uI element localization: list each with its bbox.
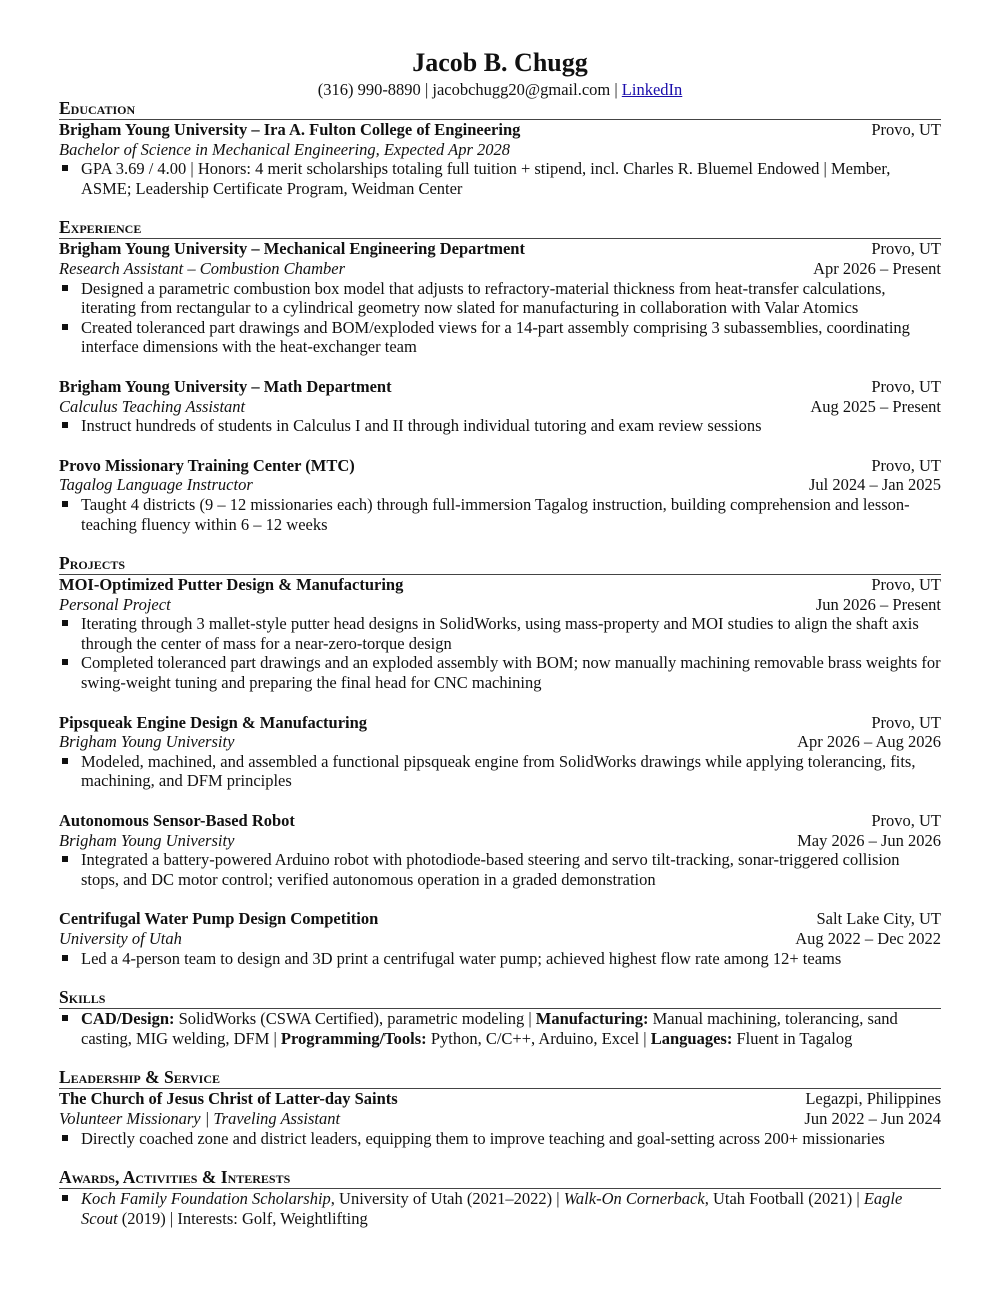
entry-dates: Apr 2026 – Present [813,258,941,278]
awards-heading: Awards, Activities & Interests [59,1168,941,1189]
award-text: , University of Utah (2021–2022) | [330,1189,564,1209]
entry-dates: Apr 2026 – Aug 2026 [797,732,941,752]
skills-heading: Skills [59,988,941,1009]
entry-dates: May 2026 – Jun 2026 [797,830,941,850]
entry-location: Provo, UT [871,811,941,831]
skills-bullets [59,1009,941,1048]
entry-header-row [59,377,941,397]
bullet-item: Taught 4 districts (9 – 12 missionaries each) through full-immersion Tagalog instruction, building comprehension and lesson-teaching fluency within 6 – 12 weeks [59,495,941,534]
entry-location: Provo, UT [871,376,941,396]
awards-bullets [59,1189,941,1228]
entry-org: Brigham Young University – Mechanical Engineering Department [59,239,525,259]
bullet-item: Iterating through 3 mallet-style putter head designs in SolidWorks, using mass-property and MOI studies to align the shaft axis through the center of mass for a near-zero-torque design [59,614,941,653]
entry-header-row [59,713,941,733]
entry-role-row [59,475,941,495]
entry-bullets [59,1129,941,1149]
email-address: jacobchugg20@gmail.com [432,80,611,99]
entry-dates: Jun 2026 – Present [815,594,941,614]
entry-org: Autonomous Sensor-Based Robot [59,811,295,831]
entry-bullets [59,949,941,969]
entry-role: Brigham Young University [59,732,235,752]
entry-role: Personal Project [59,594,171,614]
entry-header-row [59,811,941,831]
entry-location: Provo, UT [871,575,941,595]
degree: Bachelor of Science in Mechanical Engineering, Expected Apr 2028 [59,139,511,159]
entry-bullets [59,850,941,889]
skill-label-languages: Languages: [650,1028,733,1048]
entry-dates: Aug 2022 – Dec 2022 [795,929,941,948]
entry-role-row [59,1109,941,1129]
education-heading: Education [59,99,941,120]
bullet-item: Directly coached zone and district leaders, equipping them to improve teaching and goal-setting across 200+ missionaries [59,1129,941,1149]
entry-org: Provo Missionary Training Center (MTC) [59,455,355,475]
entry-location: Provo, UT [871,712,941,732]
bullet-item: Integrated a battery-powered Arduino robot with photodiode-based steering and servo tilt-tracking, sonar-triggered collision stops, and DC motor control; verified autonomous operation in a graded demonstration [59,850,941,889]
education-header-row [59,120,941,140]
candidate-name: Jacob B. Chugg [412,48,588,77]
bullet-item: Led a 4-person team to design and 3D print a centrifugal water pump; achieved highest flow rate among 12+ teams [59,949,941,969]
entry-bullets [59,416,941,436]
award-title: Eagle Scout [81,1189,903,1228]
entry-header-row [59,456,941,476]
entry-org: MOI-Optimized Putter Design & Manufacturing [59,575,404,595]
award-text: , Utah Football (2021) | [704,1189,864,1209]
skill-label-cad: CAD/Design: [81,1009,175,1029]
entry-role: Brigham Young University [59,830,235,850]
project-entry [59,713,941,791]
entry-role-row [59,732,941,752]
skill-label-programming: Programming/Tools: [280,1028,427,1048]
entry-org: Centrifugal Water Pump Design Competition [59,909,379,929]
entry-role-row [59,831,941,851]
entry-header-row [59,239,941,259]
entry-dates: Jul 2024 – Jan 2025 [809,475,941,495]
project-entry [59,575,941,693]
education-section [59,120,941,198]
entry-role-row [59,259,941,279]
skill-text-manufacturing: Manual machining, tolerancing, sand casting, MIG welding, DFM | [81,1009,898,1048]
entry-role: Volunteer Missionary | Traveling Assistant [59,1108,341,1128]
entry-location: Provo, UT [871,239,941,259]
experience-entry [59,239,941,357]
leadership-heading: Leadership & Service [59,1068,941,1089]
entry-dates: Jun 2022 – Jun 2024 [804,1108,941,1128]
bullet-item: Created toleranced part drawings and BOM/exploded views for a 14-part assembly comprising 3 subassemblies, coordinating interface dimensions with the heat-exchanger team [59,318,941,357]
contact-line [59,80,941,99]
entry-role-row [59,929,941,949]
entry-role-row [59,397,941,417]
skill-text-cad: SolidWorks (CSWA Certified), parametric modeling | [174,1009,536,1029]
contact-separator: | [420,80,433,99]
entry-role: Tagalog Language Instructor [59,475,253,495]
bullet-item: Modeled, machined, and assembled a functional pipsqueak engine from SolidWorks drawings while applying tolerancing, fits, machining, and DFM principles [59,752,941,791]
entry-location: Provo, UT [871,455,941,475]
entry-header-row [59,1089,941,1109]
entry-location: Legazpi, Philippines [805,1089,941,1109]
entry-role-row [59,595,941,615]
project-entry [59,909,941,968]
entry-bullets [59,495,941,534]
entry-role: University of Utah [59,929,182,948]
school-location: Provo, UT [871,120,941,139]
entry-role: Calculus Teaching Assistant [59,396,246,416]
skill-label-manufacturing: Manufacturing: [535,1009,649,1029]
projects-heading: Projects [59,554,941,575]
entry-role: Research Assistant – Combustion Chamber [59,258,346,278]
award-title: Koch Family Foundation Scholarship [81,1189,331,1209]
skills-item [59,1009,941,1048]
leadership-entry [59,1089,941,1148]
award-text: (2019) | Interests: Golf, Weightlifting [117,1208,368,1228]
entry-dates: Aug 2025 – Present [810,396,941,416]
entry-bullets [59,279,941,357]
bullet-item: GPA 3.69 / 4.00 | Honors: 4 merit scholarships totaling full tuition + stipend, incl. Charles R. Bluemel Endowed | Member, ASME; Leadership Certificate Program, Weidman Center [59,159,941,198]
experience-entry [59,377,941,436]
education-bullets [59,159,941,198]
entry-header-row [59,575,941,595]
linkedin-link[interactable]: LinkedIn [621,80,683,99]
entry-bullets [59,752,941,791]
school-name: Brigham Young University – Ira A. Fulton College of Engineering [59,120,521,139]
entry-org: Brigham Young University – Math Department [59,376,392,396]
entry-bullets [59,614,941,692]
phone-number: (316) 990-8890 [317,80,421,99]
bullet-item: Instruct hundreds of students in Calculus I and II through individual tutoring and exam review sessions [59,416,941,436]
entry-org: Pipsqueak Engine Design & Manufacturing [59,712,368,732]
bullet-item: Completed toleranced part drawings and an exploded assembly with BOM; now manually machining removable brass weights for swing-weight tuning and preparing the final head for CNC machining [59,653,941,692]
project-entry [59,811,941,889]
experience-heading: Experience [59,218,941,239]
contact-separator: | [610,80,622,99]
bullet-item: Designed a parametric combustion box model that adjusts to refractory-material thickness from heat-transfer calculations, iterating from rectangular to a cylindrical geometry now slated for manufacturing in collaboration with Valar Atomics [59,279,941,318]
awards-item [59,1189,941,1228]
experience-entry [59,456,941,534]
award-title: Walk-On Cornerback [563,1189,705,1209]
entry-org: The Church of Jesus Christ of Latter-day Saints [59,1089,398,1109]
skill-text-languages: Fluent in Tagalog [732,1028,853,1048]
skill-text-programming: Python, C/C++, Arduino, Excel | [426,1028,651,1048]
entry-header-row [59,909,941,929]
entry-location: Salt Lake City, UT [816,909,941,929]
